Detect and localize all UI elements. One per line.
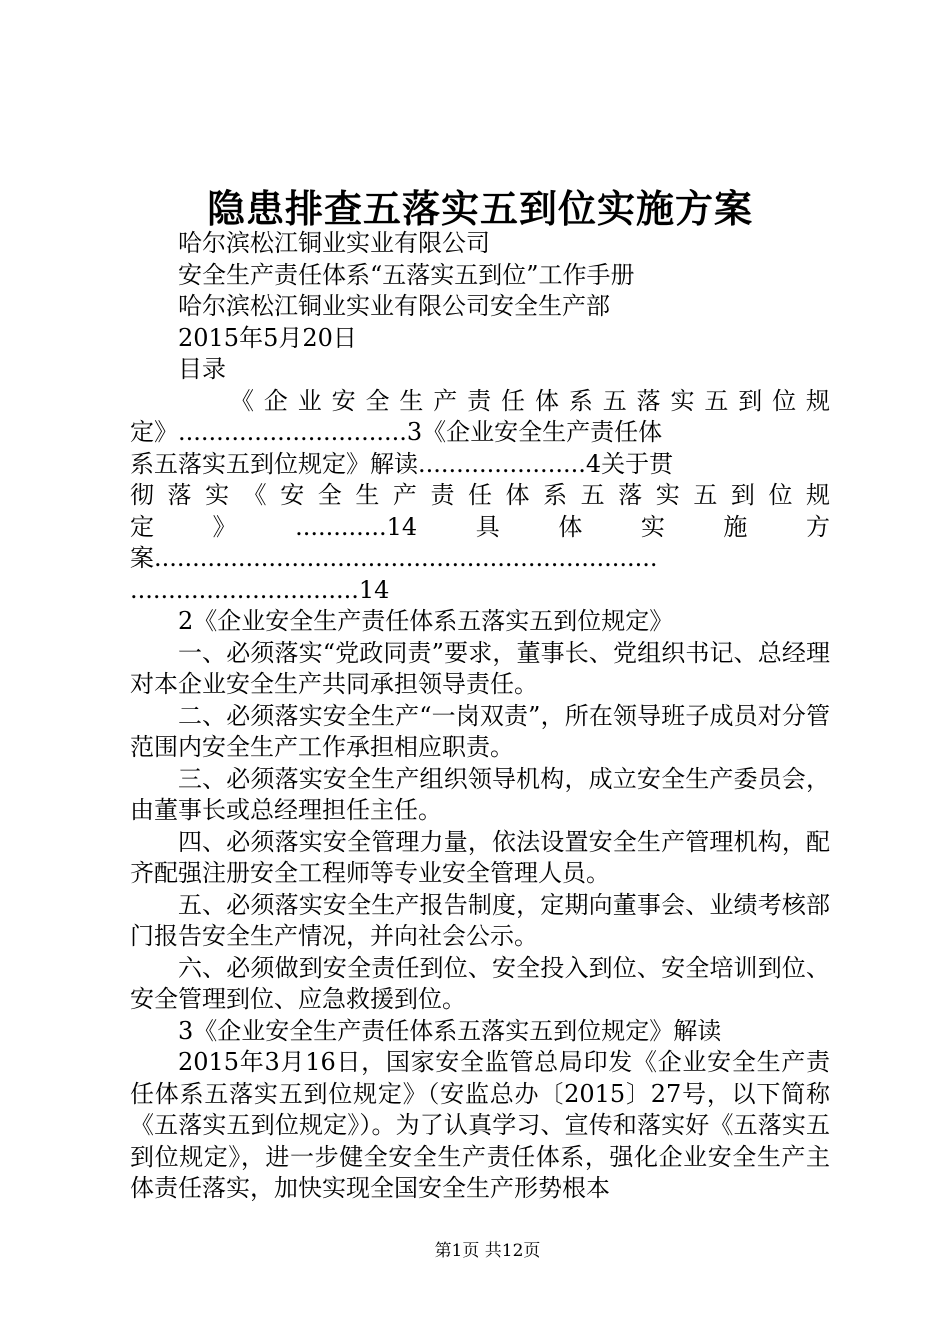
rule-paragraph: 一、必须落实“党政同责”要求，董事长、党组织书记、总经理对本企业安全生产共同承担领导责任。 xyxy=(130,638,830,698)
company-name-line: 哈尔滨松江铜业实业有限公司 xyxy=(178,229,490,257)
toc-heading: 目录 xyxy=(178,355,226,383)
section-heading: 2《企业安全生产责任体系五落实五到位规定》 xyxy=(178,607,674,635)
toc-line: 《企业安全生产责任体系五落实五到位规 xyxy=(230,386,830,415)
section-heading: 3《企业安全生产责任体系五落实五到位规定》解读 xyxy=(178,1016,722,1045)
rule-paragraph: 三、必须落实安全生产组织领导机构，成立安全生产委员会，由董事长或总经理担任主任。 xyxy=(130,764,830,824)
rule-paragraph: 五、必须落实安全生产报告制度，定期向董事会、业绩考核部门报告安全生产情况，并向社会公示。 xyxy=(130,890,830,950)
rule-paragraph: 四、必须落实安全管理力量，依法设置安全生产管理机构，配齐配强注册安全工程师等专业安全管理人员。 xyxy=(130,827,830,887)
manual-title-line: 安全生产责任体系“五落实五到位”工作手册 xyxy=(178,260,635,289)
document-body xyxy=(130,228,830,1205)
toc-line: 定》..............................3《企业安全生产责任体 xyxy=(130,418,663,446)
page-footer: 第1页 共12页 xyxy=(434,1241,541,1261)
rule-paragraph: 六、必须做到安全责任到位、安全投入到位、安全培训到位、安全管理到位、应急救援到位。 xyxy=(130,953,830,1013)
toc-line: 系五落实五到位规定》解读......................4关于贯 xyxy=(130,449,674,478)
toc-line: ..............................14 xyxy=(130,575,390,604)
toc-line: 案.................................................................. xyxy=(130,544,658,572)
rule-paragraph: 二、必须落实安全生产“一岗双责”，所在领导班子成员对分管范围内安全生产工作承担相应职责。 xyxy=(130,701,830,761)
document-title: 隐患排查五落实五到位实施方案 xyxy=(206,186,753,231)
toc-line: 彻落实《安全生产责任体系五落实五到位规 xyxy=(130,481,830,509)
date-line: 2015年5月20日 xyxy=(178,323,357,352)
department-line: 哈尔滨松江铜业实业有限公司安全生产部 xyxy=(178,292,610,320)
toc-line: 定》............14具体实施方 xyxy=(130,512,830,541)
body-paragraph: 2015年3月16日，国家安全监管总局印发《企业安全生产责任体系五落实五到位规定》（安监总办〔2015〕27号，以下简称《五落实五到位规定》）。为了认真学习、宣传和落实好《五落实五到位规定》，进一步健全安全生产责任体系，强化企业安全生产主体责任落实，加快实现全国安全生产形势根本 xyxy=(130,1048,830,1202)
